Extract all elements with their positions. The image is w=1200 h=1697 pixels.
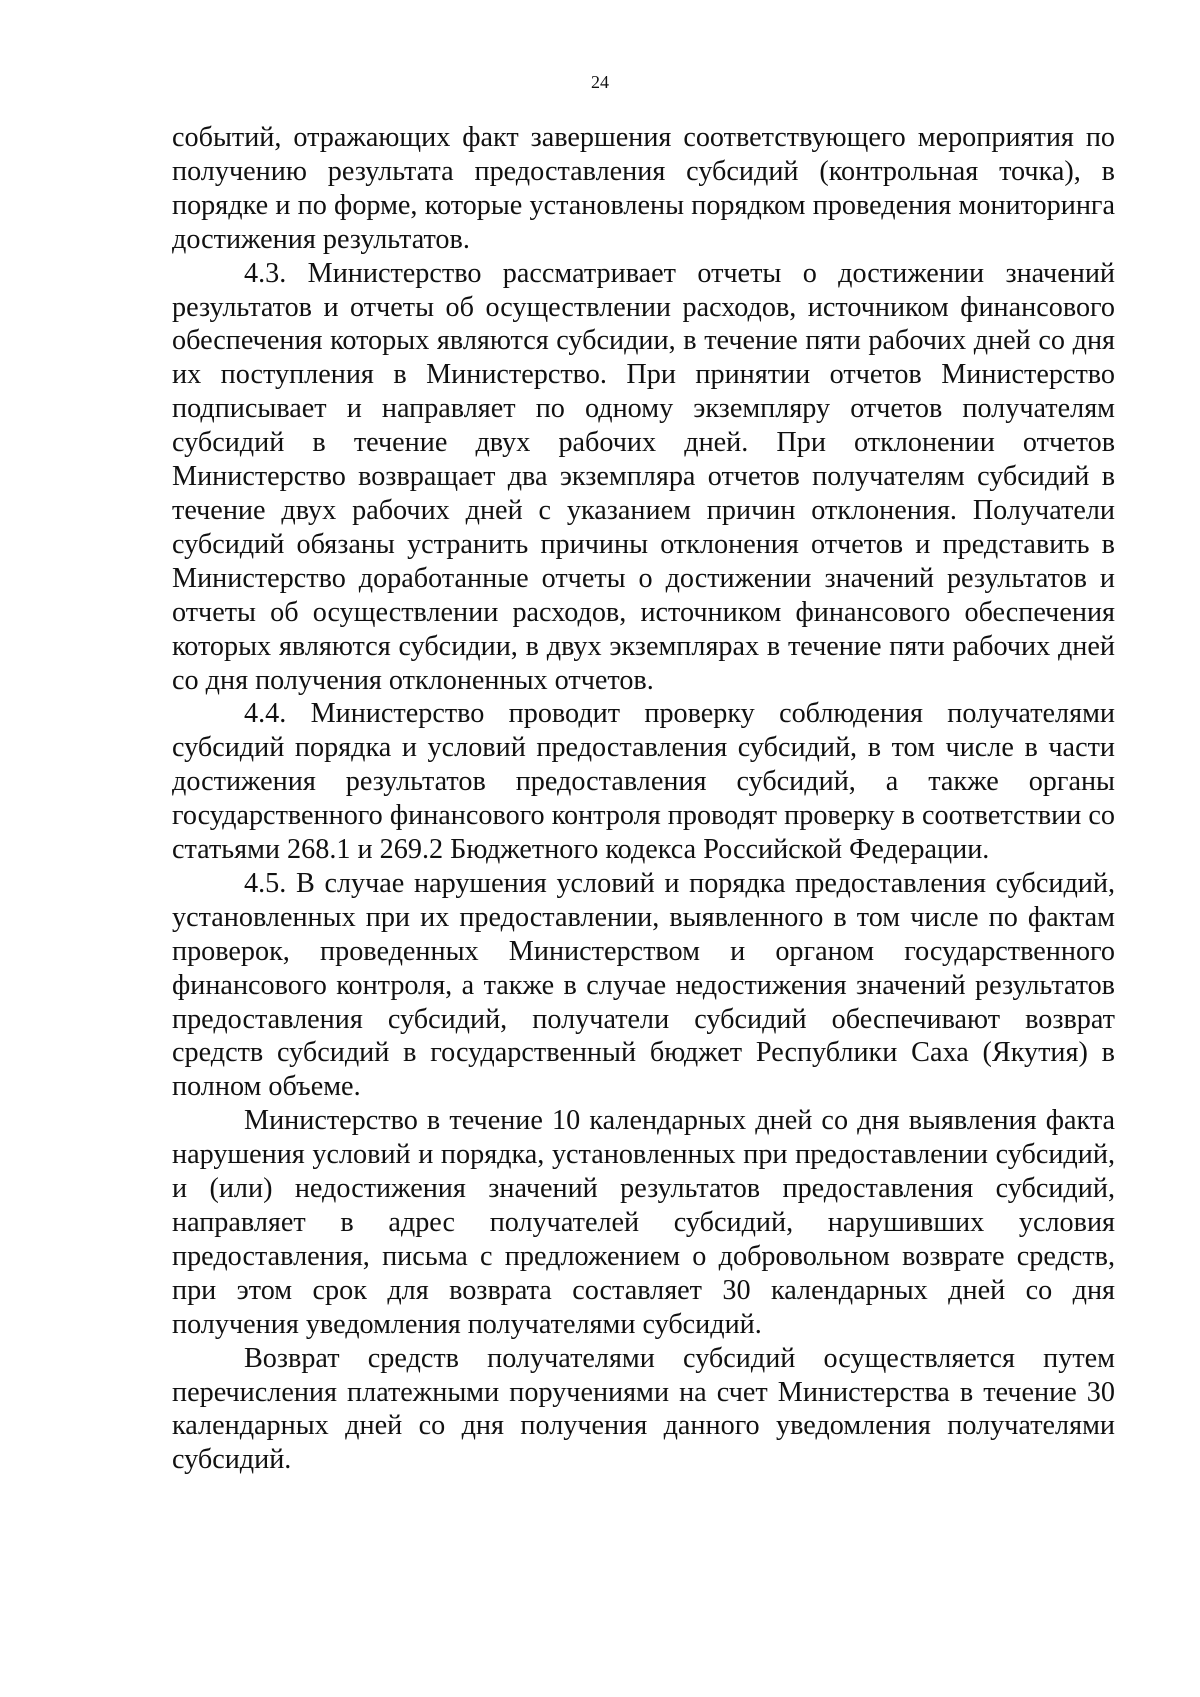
paragraph-4-4: 4.4. Министерство проводит проверку соблюдения получателями субсидий порядка и условий предоставления субсидий, в том числе в части достижения результатов предоставления субсидий, а также органы государственного финансового контроля проводят проверку в соответствии со статьями 268.1 и 269.2 Бюджетного кодекса Российской Федерации. — [172, 698, 1115, 866]
paragraph-refund-procedure: Возврат средств получателями субсидий осуществляется путем перечисления платежными поручениями на счет Министерства в течение 30 календарных дней со дня получения данного уведомления получателями субсидий. — [172, 1342, 1115, 1476]
paragraph-4-3: 4.3. Министерство рассматривает отчеты о достижении значений результатов и отчеты об осуществлении расходов, источником финансового обеспечения которых являются субсидии, в течение пяти рабочих дней со дня их поступления в Министерство. При принятии отчетов Министерство подписывает и направляет по одному экземпляру отчетов получателям субсидий в течение двух рабочих дней. При отклонении отчетов Министерство возвращает два экземпляра отчетов получателям субсидий в течение двух рабочих дней с указанием причин отклонения. Получатели субсидий обязаны устранить причины отклонения отчетов и представить в Министерство доработанные отчеты о достижении значений результатов и отчеты об осуществлении расходов, источником финансового обеспечения которых являются субсидии, в двух экземплярах в течение пяти рабочих дней со дня получения отклоненных отчетов. — [172, 257, 1115, 696]
paragraph-4-5: 4.5. В случае нарушения условий и порядка предоставления субсидий, установленных при их предоставлении, выявленного в том числе по фактам проверок, проведенных Министерством и органом государственного финансового контроля, а также в случае недостижения значений результатов предоставления субсидий, получатели субсидий обеспечивают возврат средств субсидий в государственный бюджет Республики Саха (Якутия) в полном объеме. — [172, 867, 1115, 1103]
page-number: 24 — [591, 72, 609, 92]
document-body — [172, 121, 1115, 1477]
paragraph-continuation: событий, отражающих факт завершения соответствующего мероприятия по получению результата предоставления субсидий (контрольная точка), в порядке и по форме, которые установлены порядком проведения мониторинга достижения результатов. — [172, 122, 1115, 255]
paragraph-ministry-notice: Министерство в течение 10 календарных дней со дня выявления факта нарушения условий и порядка, установленных при предоставлении субсидий, и (или) недостижения значений результатов предоставления субсидий, направляет в адрес получателей субсидий, нарушивших условия предоставления, письма с предложением о добровольном возврате средств, при этом срок для возврата составляет 30 календарных дней со дня получения уведомления получателями субсидий. — [172, 1105, 1115, 1340]
